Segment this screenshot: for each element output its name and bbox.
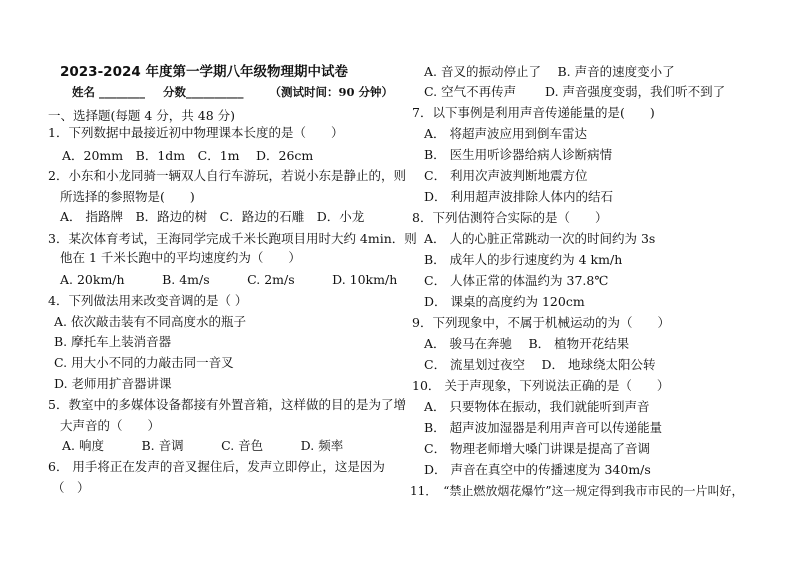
question-4-option-c: C. 用大小不同的力敲击同一音叉 [54, 355, 234, 370]
question-3-cont: 他在 1 千米长跑中的平均速度约为（ ） [60, 250, 301, 265]
question-2: 2．小东和小龙同骑一辆双人自行车游玩，若说小东是静止的，则 [48, 168, 406, 183]
question-10: 10． 关于声现象，下列说法正确的是（ ） [412, 378, 670, 393]
question-10-option-c: C． 物理老师增大嗓门讲课是提高了音调 [424, 441, 651, 456]
question-7-option-c: C． 利用次声波判断地震方位 [424, 168, 588, 183]
question-5: 5．教室中的多媒体设备都接有外置音箱，这样做的目的是为了增 [48, 397, 406, 412]
question-8-option-d: D． 课桌的高度约为 120cm [424, 294, 585, 309]
section-heading: 一、选择题(每题 4 分，共 48 分) [48, 108, 236, 123]
name-field: 姓名 ________ [72, 85, 146, 99]
question-10-option-a: A． 只要物体在振动，我们就能听到声音 [424, 399, 650, 414]
question-7-option-b: B． 医生用听诊器给病人诊断病情 [424, 147, 613, 162]
question-10-option-b: B． 超声波加湿器是利用声音可以传递能量 [424, 420, 663, 435]
question-6-options-ab: A. 音叉的振动停止了 B. 声音的速度变小了 [424, 64, 675, 79]
question-8-option-c: C． 人体正常的体温约为 37.8℃ [424, 273, 609, 288]
exam-meta [72, 84, 393, 100]
question-6-options-cd: C. 空气不再传声 D. 声音强度变弱，我们听不到了 [424, 84, 726, 99]
question-3: 3．某次体育考试，王海同学完成千米长跑项目用时大约 4min．则 [48, 231, 417, 246]
question-4-option-b: B. 摩托车上装消音器 [54, 334, 172, 349]
question-9-options-ab: A． 骏马在奔驰 B． 植物开花结果 [424, 336, 630, 351]
question-6: 6． 用手将正在发声的音叉握住后，发声立即停止，这是因为 [48, 459, 385, 474]
question-4: 4．下列做法用来改变音调的是（ ） [48, 293, 248, 308]
question-1: 1．下列数据中最接近初中物理课本长度的是（ ） [48, 125, 344, 140]
question-8-option-b: B． 成年人的步行速度约为 4 km/h [424, 252, 623, 267]
question-9-options-cd: C． 流星划过夜空 D． 地球绕太阳公转 [424, 357, 656, 372]
question-7: 7．以下事例是利用声音传递能量的是( ) [412, 105, 655, 120]
question-1-options: A．20mm B．1dm C．1m D．26cm [62, 148, 314, 163]
score-field: 分数__________ [163, 85, 244, 99]
question-5-options: A. 响度 B. 音调 C. 音色 D. 频率 [62, 438, 344, 453]
question-10-option-d: D． 声音在真空中的传播速度为 340m/s [424, 462, 651, 477]
question-4-option-d: D. 老师用扩音器讲课 [54, 376, 172, 391]
question-3-options: A. 20km/h B. 4m/s C. 2m/s D. 10km/h [60, 272, 398, 287]
question-4-option-a: A. 依次敲击装有不同高度水的瓶子 [54, 314, 246, 329]
question-6-cont: （ ） [52, 480, 90, 495]
question-9: 9．下列现象中，不属于机械运动的为（ ） [412, 315, 670, 330]
question-7-option-d: D． 利用超声波排除人体内的结石 [424, 189, 613, 204]
question-11: 11． “禁止燃放烟花爆竹”这一规定得到我市市民的一片叫好， [410, 484, 744, 498]
question-2-cont: 所选择的参照物是( ) [60, 189, 195, 204]
question-7-option-a: A． 将超声波应用到倒车雷达 [424, 126, 588, 141]
test-time: （测试时间：90 分钟） [269, 85, 394, 99]
exam-title: 2023-2024 年度第一学期八年级物理期中试卷 [60, 64, 348, 80]
question-5-cont: 大声音的（ ） [60, 418, 161, 433]
question-8: 8．下列估测符合实际的是（ ） [412, 210, 608, 225]
question-2-options: A． 指路牌 B．路边的树 C．路边的石雕 D．小龙 [60, 209, 365, 224]
question-8-option-a: A． 人的心脏正常跳动一次的时间约为 3s [424, 231, 656, 246]
